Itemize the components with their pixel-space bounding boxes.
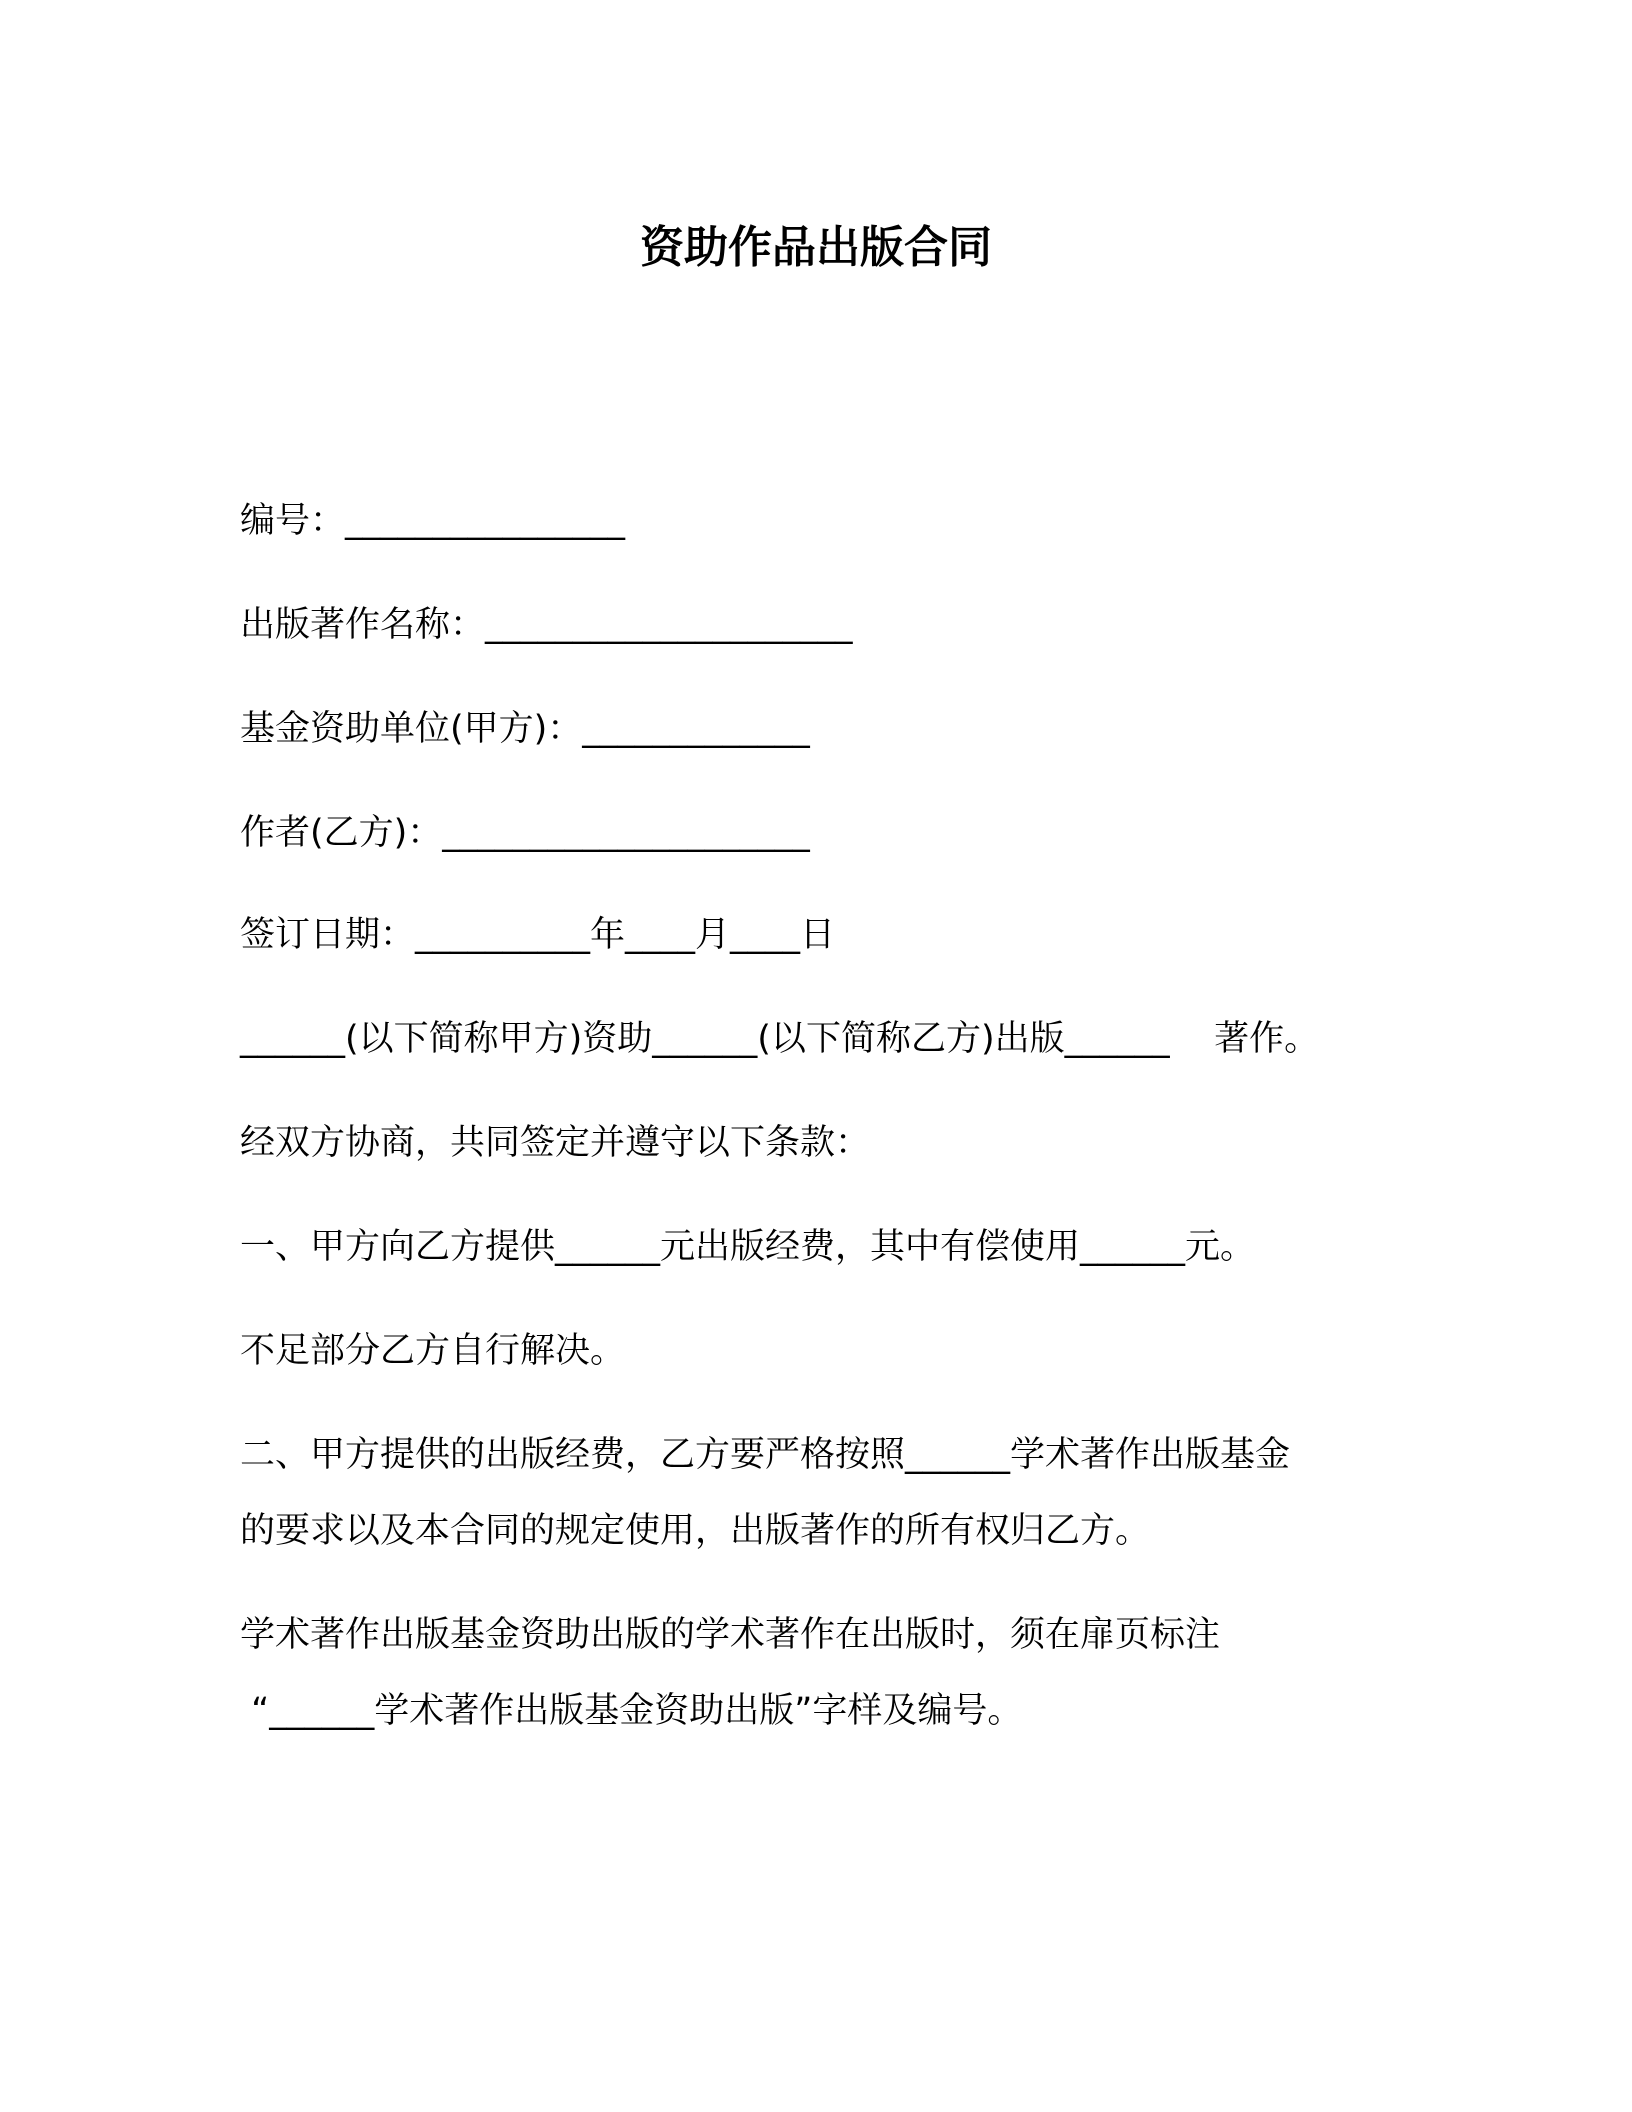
clause-1-line-2: 不足部分乙方自行解决。 [240, 1331, 626, 1371]
field-work-name: 出版著作名称：_____________________ [240, 605, 853, 645]
clause-2-line-2: 的要求以及本合同的规定使用，出版著作的所有权归乙方。 [240, 1511, 1151, 1551]
paragraph-intro: ______(以下简称甲方)资助______(以下简称乙方)出版______ 著作。 [240, 1019, 1320, 1059]
paragraph-agreement: 经双方协商，共同签定并遵守以下条款： [240, 1123, 871, 1163]
field-fund-unit: 基金资助单位(甲方)：_____________ [240, 709, 810, 749]
clause-2-line-1: 二、甲方提供的出版经费，乙方要严格按照______学术著作出版基金 [240, 1435, 1291, 1475]
clause-3-line-1: 学术著作出版基金资助出版的学术著作在出版时，须在扉页标注 [240, 1615, 1221, 1655]
field-sign-date: 签订日期：__________年____月____日 [240, 915, 836, 955]
clause-1-line-1: 一、甲方向乙方提供______元出版经费，其中有偿使用______元。 [240, 1227, 1256, 1267]
document-title: 资助作品出版合同 [640, 222, 992, 273]
clause-3-line-2: “______学术著作出版基金资助出版”字样及编号。 [240, 1691, 1023, 1731]
field-author: 作者(乙方)：_____________________ [240, 813, 810, 853]
field-number: 编号：________________ [240, 501, 626, 541]
